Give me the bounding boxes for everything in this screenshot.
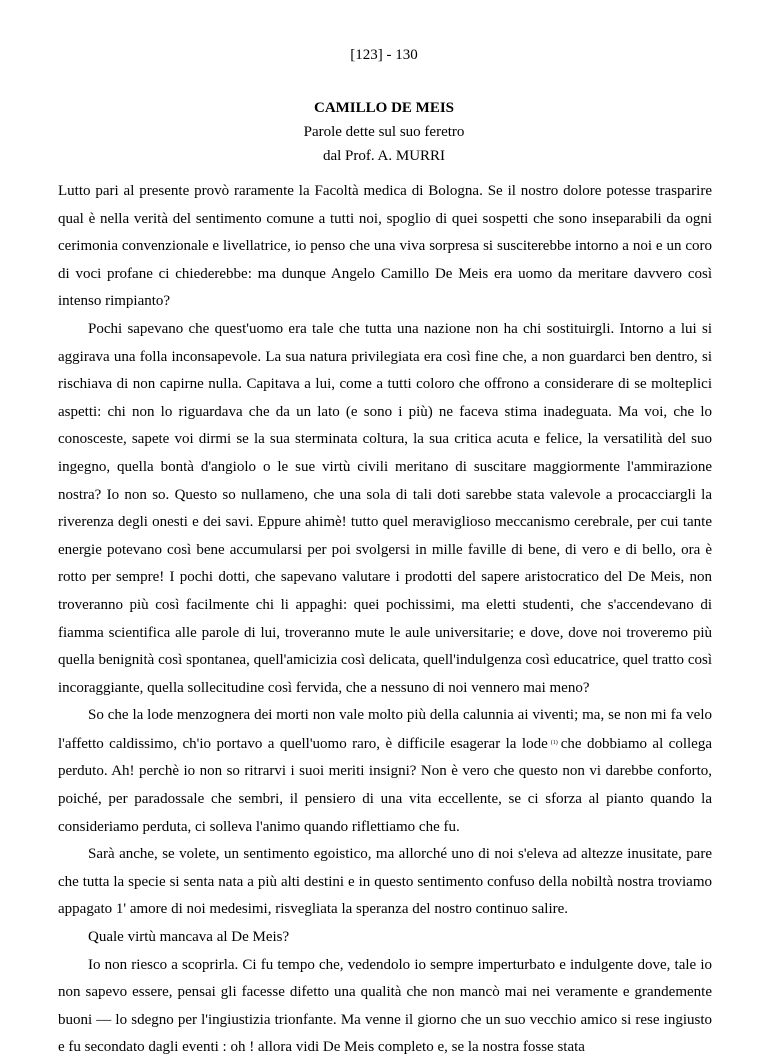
paragraph-5: Quale virtù mancava al De Meis? [88,929,290,946]
paragraph-4: Sarà anche, se volete, un sentimento egoistico, ma allorché uno di noi s'eleva ad altezze inusitate, pare che tutta la specie si senta nata a più alti destini e in questo sentimento confuso della nobiltà nostra troviamo appagato 1' amore di noi medesimi, risvegliata la speranza del nostro continuo salire. [58,846,712,918]
title-block [0,96,768,168]
paragraph-3-text-a: So che la lode menzognera dei morti non vale molto più della calunnia ai viventi; ma, se non mi fa velo l'affetto caldissimo, ch'io portavo a quell'uomo raro, è difficile esagerar la lode [58,707,712,752]
page-number: [123] - 130 [350,47,418,63]
paragraph-3-text-b: che dobbiamo al collega perduto. Ah! perchè io non so ritrarvi i suoi meriti insigni? Non è vero che questo non vi darebbe conforto, poiché, per paradossale che sembri, il pensiero di una vita eccellente, se ci sforza al pianto quando la consideriamo perduta, ci solleva l'animo quando riflettiamo che fu. [58,735,712,835]
document-author: dal Prof. A. MURRI [322,148,446,164]
paragraph-2: Pochi sapevano che quest'uomo era tale che tutta una nazione non ha chi sostituirgli. Intorno a lui si aggirava una folla inconsapevole. La sua natura privilegiata era così fine che, a non guardarci ben dentro, si rischiava di non capirne nulla. Capitava a lui, come a tutti coloro che offrono a considerare di se molteplici aspetti: chi non lo riguardava che da un lato (e sono i più) ne faceva stima inadeguata. Ma voi, che lo conosceste, sapete voi dirmi se la sua sterminata coltura, la sua critica acuta e felice, la versatilità del suo ingegno, quella bontà d'angiolo o le sue virtù civili meritano di suscitare maggiormente l'ammirazione nostra? Io non so. Questo so nullameno, che una sola di tali doti sarebbe stata valevole a procacciargli la riverenza degli onesti e dei savi. Eppure ahimè! tutto quel meraviglioso meccanismo cerebrale, per cui tante energie potevano così bene accumularsi per poi svolgersi in mille faville di bene, di vero e di bello, ora è rotto per sempre! I pochi dotti, che sapevano valutare i prodotti del sapere aristocratico del De Meis, non troveranno più così facilmente chi li appaghi: quei pochissimi, ma eletti studenti, che s'accendevano di fiamma scientifica alle parole di lui, troveranno mute le aule universitarie; e dove, dove noi troveremo più quella benignità così spontanea, quell'amicizia così delicata, quell'indulgenza così educatrice, quel tratto così incoraggiante, quella sollecitudine così fervida, che a nessuno di noi vennero mai meno? [58,320,712,696]
paragraph-6: Io non riesco a scoprirla. Ci fu tempo che, vedendolo io sempre imperturbato e indulgente dove, tale io non sapevo essere, pensai gli facesse difetto una qualità che non mancò mai nei veramente e grandemente buoni — lo sdegno per l'ingiustizia trionfante. Ma venne il giorno che un suo vecchio amico si rese ingiusto e fu secondato dagli eventi : oh ! allora vidi De Meis completo e, se la nostra fosse stata [58,956,712,1056]
footnote-marker[interactable]: (1) [550,739,558,746]
document-title: CAMILLO DE MEIS [313,100,455,116]
body-text [58,178,712,1062]
document-subtitle: Parole dette sul suo feretro [303,124,465,140]
paragraph-3 [58,702,712,841]
paragraph-1: Lutto pari al presente provò raramente la Facoltà medica di Bologna. Se il nostro dolore potesse trasparire qual è nella verità del sentimento comune a tutti noi, spoglio di quei sospetti che sono inseparabili da ogni cerimonia convenzionale e livellatrice, io penso che una viva sorpresa si susciterebbe intorno a noi e un coro di voci profane ci chiederebbe: ma dunque Angelo Camillo De Meis era uomo da meritare davvero così intenso rimpianto? [58,183,712,310]
